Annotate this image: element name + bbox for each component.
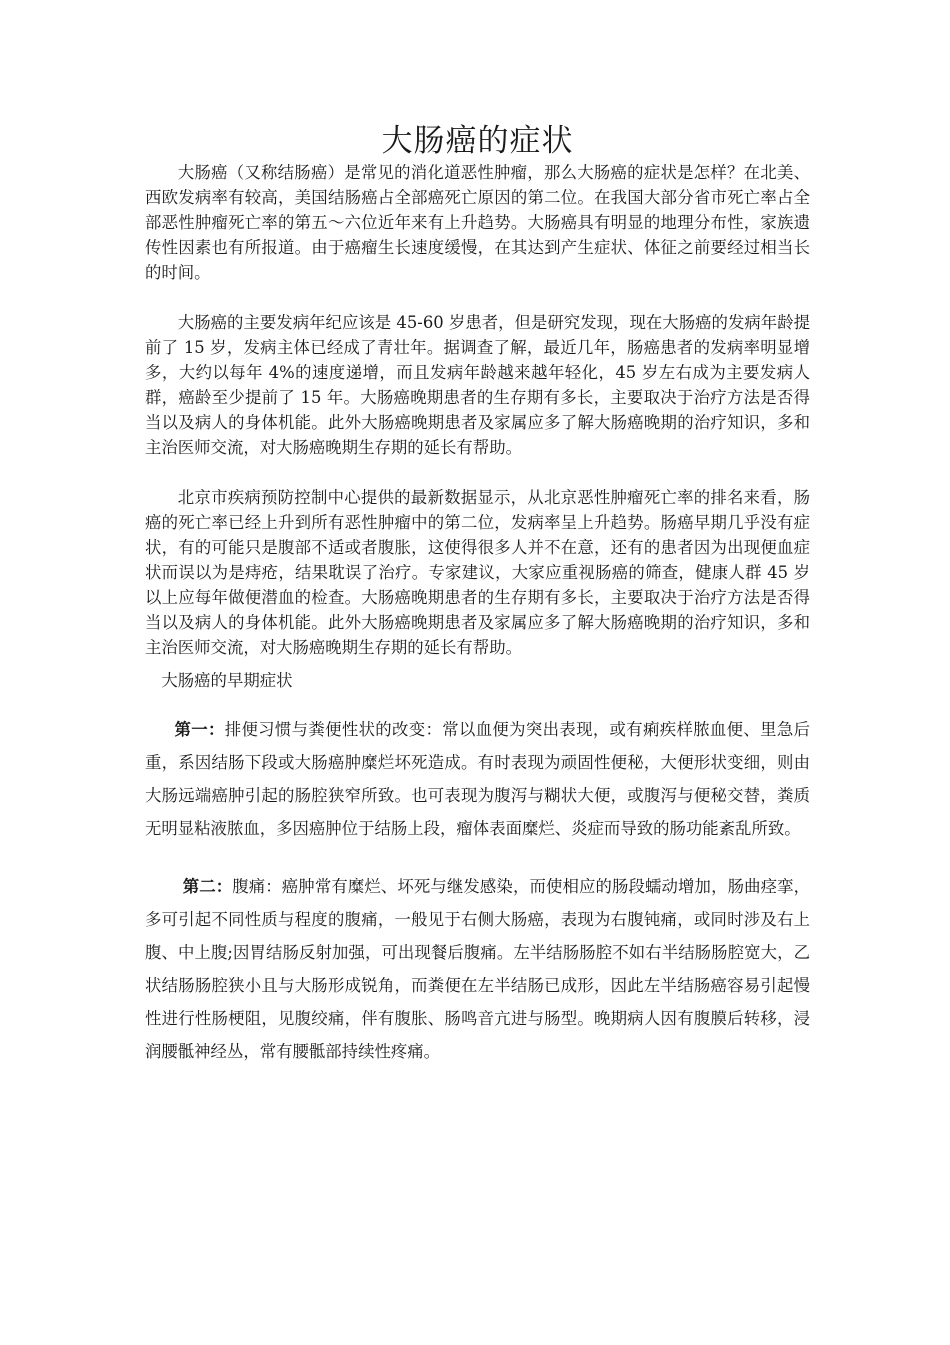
early-symptoms-heading: 大肠癌的早期症状 — [161, 671, 293, 690]
age-paragraph: 大肠癌的主要发病年纪应该是 45-60 岁患者，但是研究发现，现在大肠癌的发病年龄提前了 15 岁，发病主体已经成了青壮年。据调查了解，最近几年，肠癌患者的发病率明显增多，大约以每年 4%的速度递增，而且发病年龄越来越年轻化，45 岁左右成为主要发病人群，癌龄至少提前了 15 年。大肠癌晚期患者的生存期有多长，主要取决于治疗方法是否得当以及病人的身体机能。此外大肠癌晚期患者及家属应多了解大肠癌晚期的治疗知识，多和主治医师交流，对大肠癌晚期生存期的延长有帮助。 — [145, 313, 810, 457]
beijing-data-paragraph: 北京市疾病预防控制中心提供的最新数据显示，从北京恶性肿瘤死亡率的排名来看，肠癌的死亡率已经上升到所有恶性肿瘤中的第二位，发病率呈上升趋势。肠癌早期几乎没有症状，有的可能只是腹部不适或者腹胀，这使得很多人并不在意，还有的患者因为出现便血症状而误以为是痔疮，结果耽误了治疗。专家建议，大家应重视肠癌的筛查，健康人群 45 岁以上应每年做便潜血的检查。大肠癌晚期患者的生存期有多长，主要取决于治疗方法是否得当以及病人的身体机能。此外大肠癌晚期患者及家属应多了解大肠癌晚期的治疗知识，多和主治医师交流，对大肠癌晚期生存期的延长有帮助。 — [145, 488, 810, 657]
symptom-section-2 — [145, 870, 810, 1068]
document-page — [145, 0, 810, 1345]
symptom-lead-2: 第二： — [182, 877, 233, 896]
document-title: 大肠癌的症状 — [381, 123, 574, 159]
symptom-section-1 — [145, 713, 810, 845]
symptom-text-2: 腹痛：癌肿常有糜烂、坏死与继发感染，而使相应的肠段蠕动增加，肠曲痉挛，多可引起不同性质与程度的腹痛，一般见于右侧大肠癌，表现为右腹钝痛，或同时涉及右上腹、中上腹;因胃结肠反射加强，可出现餐后腹痛。左半结肠肠腔不如右半结肠肠腔宽大，乙状结肠肠腔狭小且与大肠形成锐角，而粪便在左半结肠已成形，因此左半结肠癌容易引起慢性进行性肠梗阻，见腹绞痛，伴有腹胀、肠鸣音亢进与肠型。晚期病人因有腹膜后转移，浸润腰骶神经丛，常有腰骶部持续性疼痛。 — [145, 877, 811, 1061]
symptom-lead-1: 第一： — [174, 720, 225, 739]
intro-paragraph: 大肠癌（又称结肠癌）是常见的消化道恶性肿瘤，那么大肠癌的症状是怎样？在北美、西欧发病率有较高，美国结肠癌占全部癌死亡原因的第二位。在我国大部分省市死亡率占全部恶性肿瘤死亡率的第五～六位近年来有上升趋势。大肠癌具有明显的地理分布性，家族遗传性因素也有所报道。由于癌瘤生长速度缓慢，在其达到产生症状、体征之前要经过相当长的时间。 — [145, 163, 810, 282]
symptom-text-1: 排便习惯与粪便性状的改变：常以血便为突出表现，或有痢疾样脓血便、里急后重，系因结肠下段或大肠癌肿糜烂坏死造成。有时表现为顽固性便秘，大便形状变细，则由大肠远端癌肿引起的肠腔狭窄所致。也可表现为腹泻与糊状大便，或腹泻与便秘交替，粪质无明显粘液脓血，多因癌肿位于结肠上段，瘤体表面糜烂、炎症而导致的肠功能紊乱所致。 — [145, 720, 811, 838]
